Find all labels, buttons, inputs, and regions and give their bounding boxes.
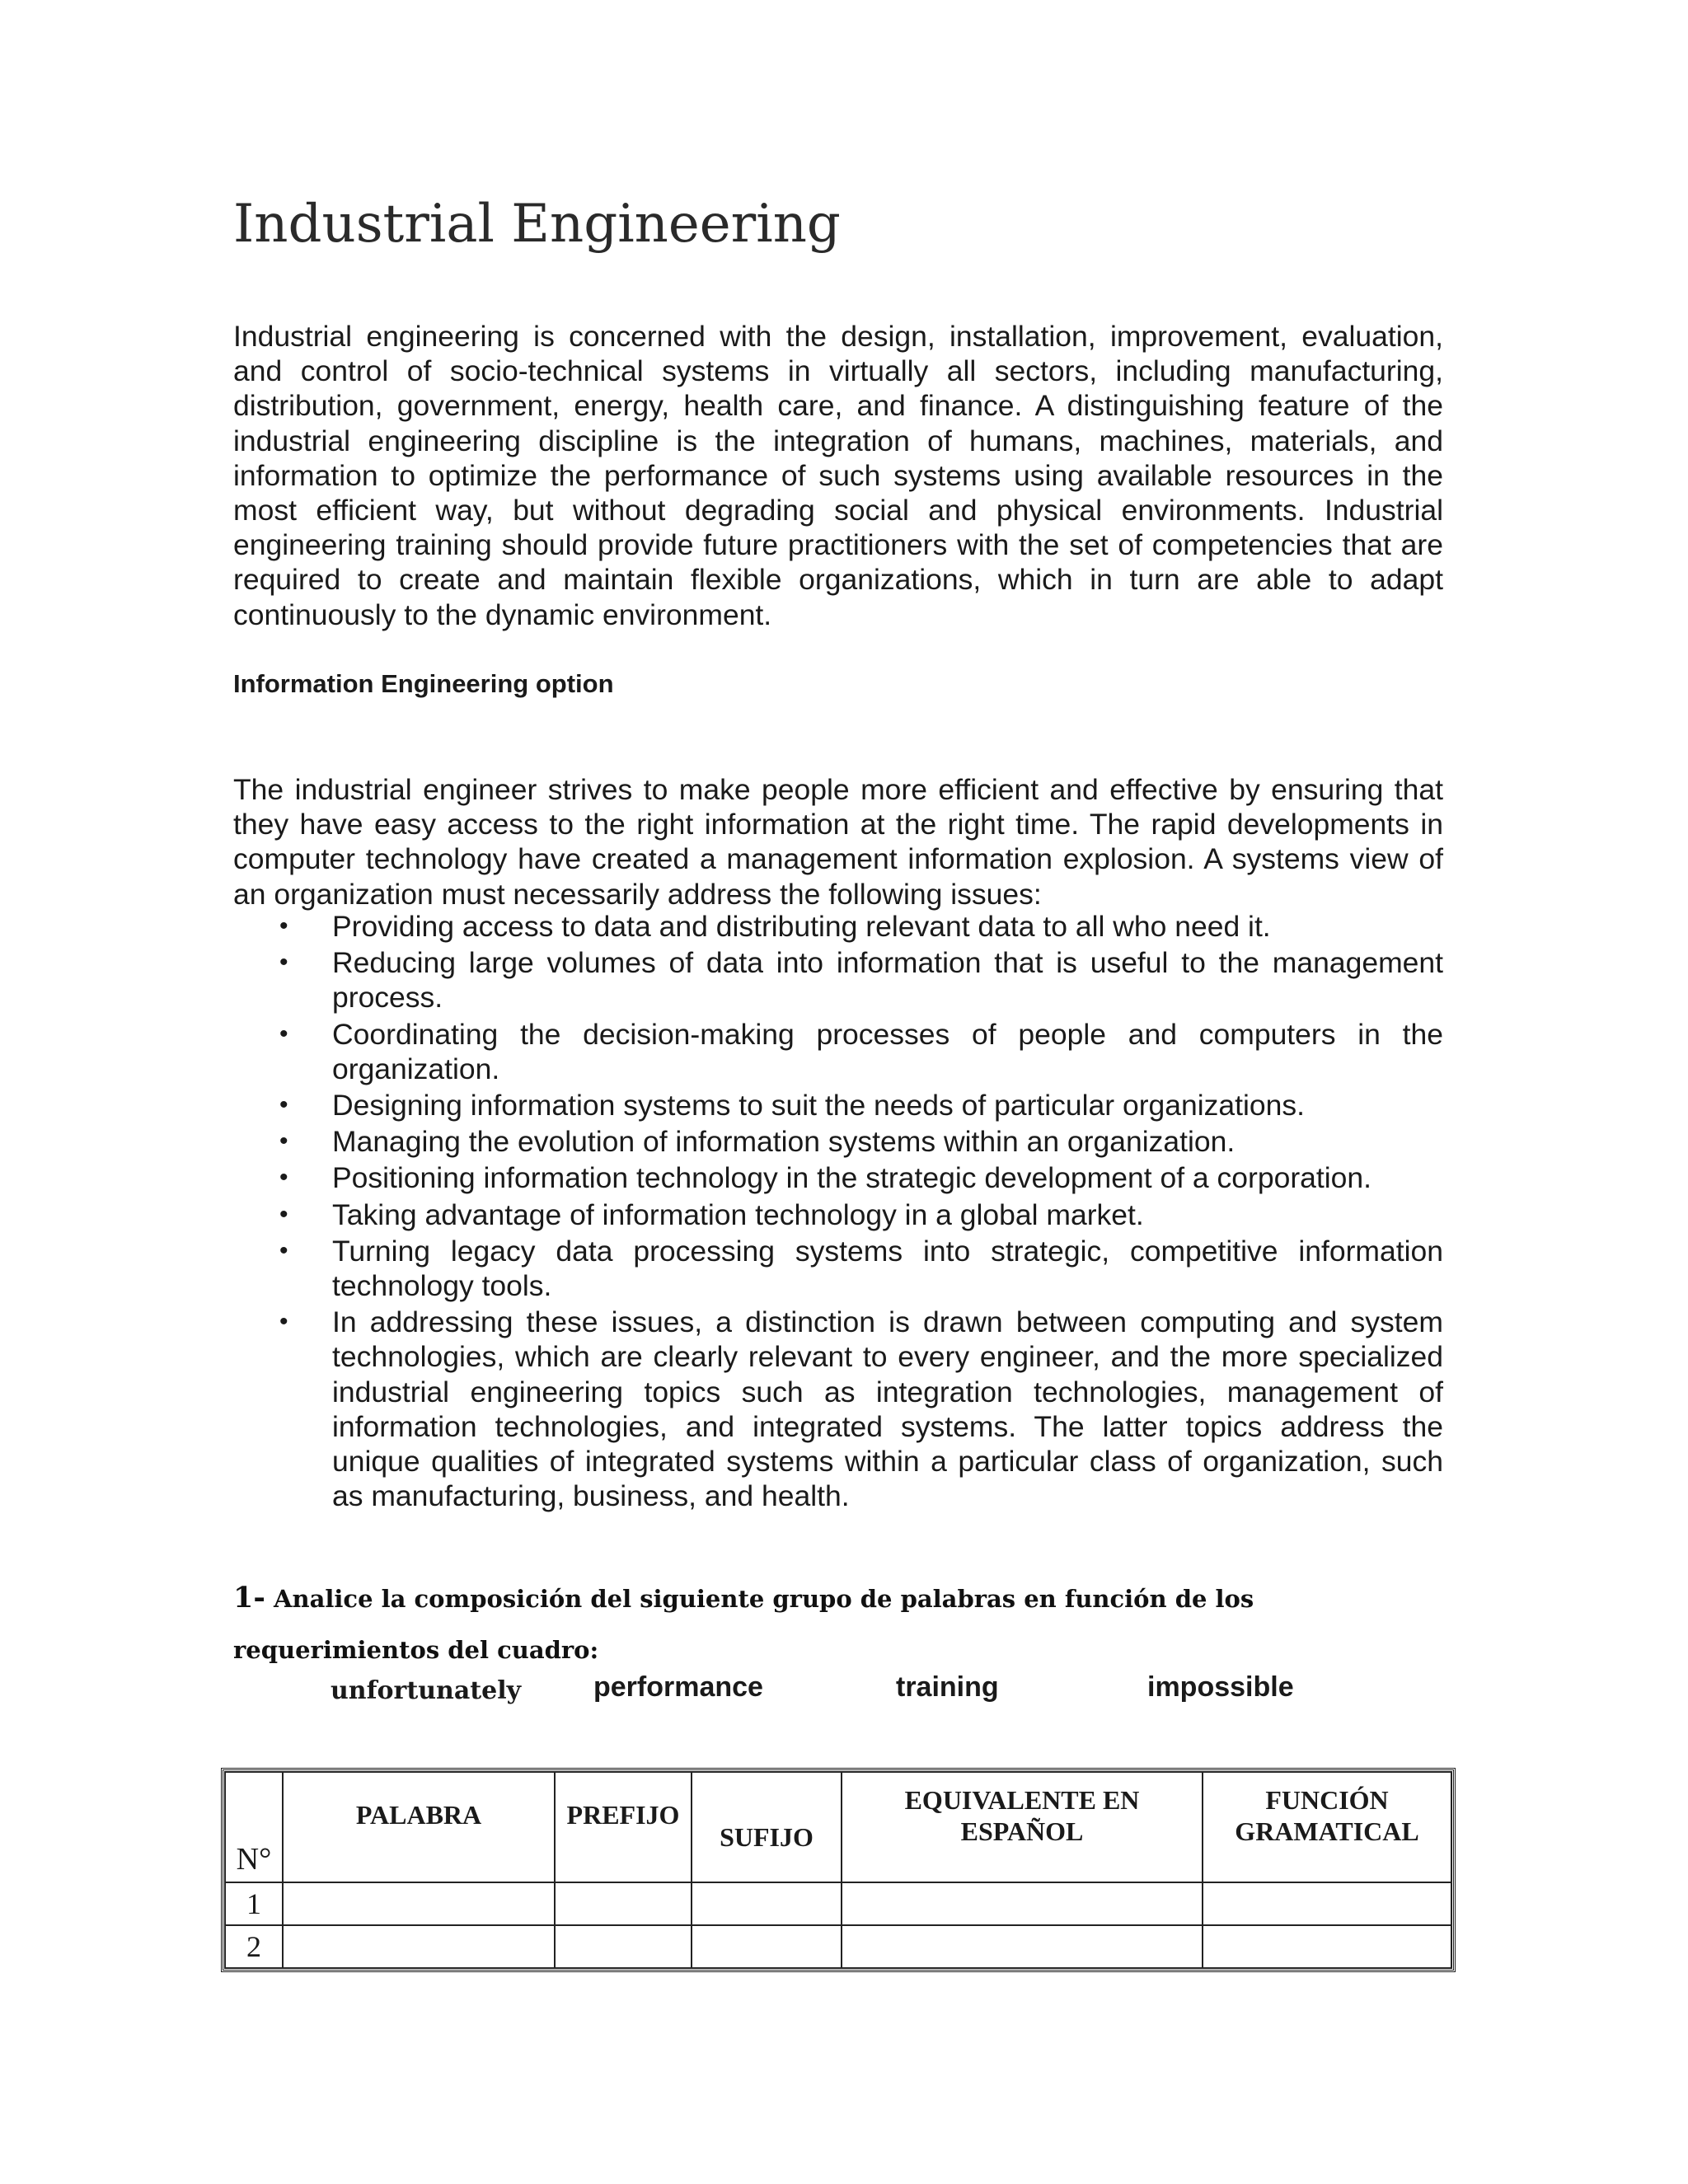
list-item-text: In addressing these issues, a distinction is drawn between computing and system technologies, which are clearly relevant to every engineer, and the more specialized industrial engineering topics such as integration technologies, management of information technologies, and integrated systems. The latter topics address the unique qualities of integrated systems within a particular class of organization, such as manufacturing, business, and health. bbox=[332, 1305, 1443, 1513]
list-item bbox=[233, 1197, 1443, 1232]
bullet-icon: • bbox=[279, 1019, 288, 1047]
table-row bbox=[225, 1925, 1451, 1968]
cell-funcion[interactable] bbox=[1203, 1882, 1451, 1925]
list-item-text: Reducing large volumes of data into information that is useful to the management process. bbox=[332, 946, 1443, 1015]
word-impossible: impossible bbox=[1147, 1671, 1294, 1703]
cell-palabra[interactable] bbox=[283, 1882, 555, 1925]
bullet-icon: • bbox=[279, 1236, 288, 1264]
word-unfortunately: unfortunately bbox=[331, 1676, 522, 1705]
header-funcion-line2: GRAMATICAL bbox=[1235, 1816, 1419, 1846]
bullet-icon: • bbox=[279, 912, 288, 940]
header-sufijo: SUFIJO bbox=[692, 1772, 842, 1882]
second-paragraph: The industrial engineer strives to make people more efficient and effective by ensuring that they have easy access to the right information at the right time. The rapid developments in computer technology have created a management information explosion. A systems view of an organization must necessarily address the following issues: bbox=[233, 773, 1443, 911]
row-number: 2 bbox=[225, 1925, 283, 1968]
cell-equivalente[interactable] bbox=[842, 1882, 1203, 1925]
bullet-icon: • bbox=[279, 1200, 288, 1228]
cell-prefijo[interactable] bbox=[555, 1925, 692, 1968]
bullet-icon: • bbox=[279, 949, 288, 977]
header-no: N° bbox=[225, 1772, 283, 1882]
bullet-icon: • bbox=[279, 1091, 288, 1119]
intro-paragraph: Industrial engineering is concerned with the design, installation, improvement, evaluation, and control of socio-technical systems in virtually all sectors, including manufacturing, distribution, government, energy, health care, and finance. A distinguishing feature of the industrial engineering discipline is the integration of humans, machines, materials, and information to optimize the performance of such systems using available resources in the most efficient way, but without degrading social and physical environments. Industrial engineering training should provide future practitioners with the set of competencies that are required to create and maintain flexible organizations, which in turn are able to adapt continuously to the dynamic environment. bbox=[233, 320, 1443, 631]
word-training: training bbox=[896, 1671, 999, 1703]
header-funcion-line1: FUNCIÓN bbox=[1265, 1785, 1389, 1815]
table-header-row bbox=[225, 1772, 1451, 1882]
row-number: 1 bbox=[225, 1882, 283, 1925]
cell-funcion[interactable] bbox=[1203, 1925, 1451, 1968]
list-item bbox=[233, 909, 1443, 944]
list-item-text: Designing information systems to suit the needs of particular organizations. bbox=[332, 1089, 1305, 1122]
exercise-text: Analice la composición del siguiente grupo de palabras en función de los requerimientos del cuadro: bbox=[233, 1585, 1254, 1664]
header-palabra: PALABRA bbox=[283, 1772, 555, 1882]
cell-sufijo[interactable] bbox=[692, 1882, 842, 1925]
list-item bbox=[233, 945, 1443, 1015]
header-equivalente bbox=[842, 1772, 1203, 1882]
exercise-instruction bbox=[233, 1572, 1443, 1675]
header-funcion bbox=[1203, 1772, 1451, 1882]
list-item bbox=[233, 1088, 1443, 1122]
list-item-text: Providing access to data and distributing relevant data to all who need it. bbox=[332, 910, 1271, 943]
bullet-icon: • bbox=[279, 1127, 288, 1155]
list-item bbox=[233, 1017, 1443, 1086]
list-item bbox=[233, 1160, 1443, 1195]
bullet-icon: • bbox=[279, 1164, 288, 1192]
cell-palabra[interactable] bbox=[283, 1925, 555, 1968]
exercise-number: 1- bbox=[233, 1581, 265, 1615]
word-performance: performance bbox=[593, 1671, 763, 1703]
word-analysis-table bbox=[221, 1768, 1456, 1972]
list-item-text: Turning legacy data processing systems into strategic, competitive information technology tools. bbox=[332, 1234, 1443, 1303]
list-item-text: Positioning information technology in the strategic development of a corporation. bbox=[332, 1161, 1372, 1195]
issues-list bbox=[233, 909, 1443, 1515]
header-equivalente-line2: ESPAÑOL bbox=[960, 1816, 1084, 1846]
cell-sufijo[interactable] bbox=[692, 1925, 842, 1968]
list-item-text: Managing the evolution of information systems within an organization. bbox=[332, 1125, 1236, 1159]
header-equivalente-line1: EQUIVALENTE EN bbox=[904, 1785, 1140, 1815]
list-item bbox=[233, 1234, 1443, 1303]
list-item bbox=[233, 1305, 1443, 1513]
header-prefijo: PREFIJO bbox=[555, 1772, 692, 1882]
list-item-text: Coordinating the decision-making processes of people and computers in the organization. bbox=[332, 1017, 1443, 1085]
page-title: Industrial Engineering bbox=[233, 194, 841, 255]
word-group bbox=[233, 1671, 1443, 1713]
section-subheading: Information Engineering option bbox=[233, 669, 614, 698]
bullet-icon: • bbox=[279, 1308, 288, 1336]
cell-equivalente[interactable] bbox=[842, 1925, 1203, 1968]
cell-prefijo[interactable] bbox=[555, 1882, 692, 1925]
list-item bbox=[233, 1124, 1443, 1159]
list-item-text: Taking advantage of information technology in a global market. bbox=[332, 1197, 1144, 1231]
table-row bbox=[225, 1882, 1451, 1925]
